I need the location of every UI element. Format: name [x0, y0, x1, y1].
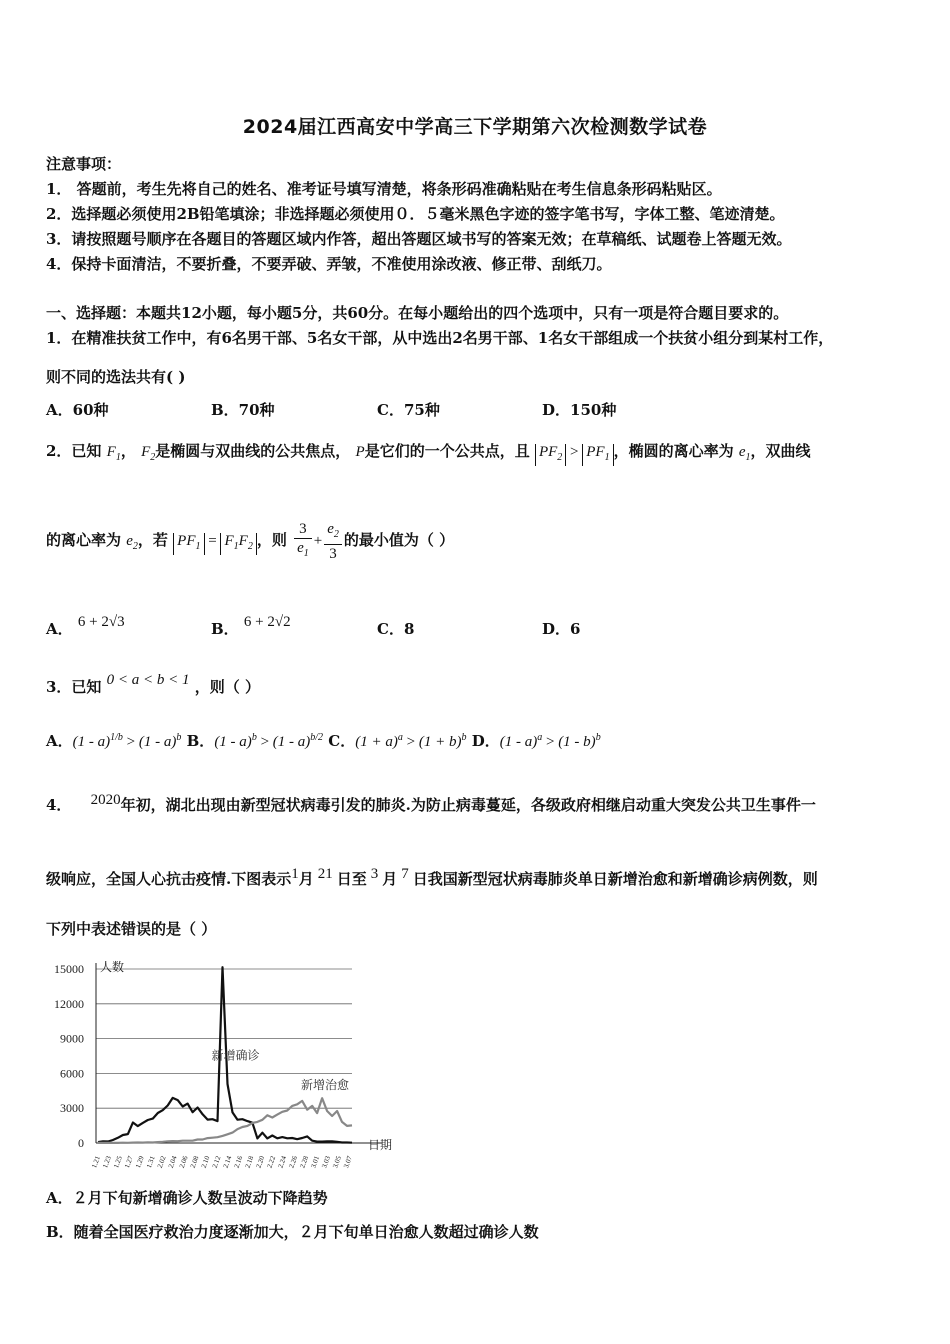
q2-option-a-value: 6 + 2√3 — [77, 614, 125, 630]
x-tick-label-1.29: 1.29 — [133, 1154, 146, 1170]
q2-option-b: B． 6 + 2√2 — [211, 614, 291, 638]
y-tick-label-6000: 6000 — [60, 1066, 84, 1081]
math-p: P — [355, 444, 365, 460]
x-tick-label-2.02: 2.02 — [155, 1154, 168, 1170]
x-tick-label-2.16: 2.16 — [232, 1154, 245, 1170]
q4-stem-line1: 4． 2020年初，湖北出现由新型冠状病毒引发的肺炎.为防止病毒蔓延，各级政府相继启动重大突发公共卫生事件一 — [46, 792, 816, 814]
y-tick-label-12000: 12000 — [54, 996, 84, 1011]
q3-option-d: D．(1 - a)$^a$ > (1 - b)$^b$ — [471, 732, 601, 750]
x-tick-label-2.04: 2.04 — [166, 1154, 179, 1170]
x-tick-label-2.20: 2.20 — [254, 1154, 267, 1170]
q1-stem-line2: 则不同的选法共有( ) — [46, 368, 186, 386]
y-tick-label-9000: 9000 — [60, 1031, 84, 1046]
q2-stem-line2: 的离心率为 $e_2$，若 $PF_1 = F_1F_2$ ，则 $\frac{3}{e_1}$ + $\frac{e_2}{3}$ 的最小值为（ ） — [46, 521, 455, 562]
q3-stem: 3．已知 0 < a < b < 1 ，则（ ） — [46, 672, 261, 696]
x-tick-label-2.12: 2.12 — [210, 1154, 223, 1170]
math-e1: $e_1$ — [738, 444, 751, 463]
q4-stem-line2: 级响应，全国人心抗击疫情.下图表示1月 21 日至 3 月 7 日我国新型冠状病毒肺炎单日新增治愈和新增确诊病例数，则 — [46, 866, 818, 888]
q4-stem-line3: 下列中表述错误的是（ ） — [46, 920, 217, 938]
notice-heading: 注意事项： — [46, 155, 122, 173]
q3-options — [46, 730, 601, 751]
q3-option-b: B．(1 - a)$^b$ > (1 - a)$^{b/2}$ — [186, 732, 324, 750]
x-tick-label-2.14: 2.14 — [221, 1154, 234, 1170]
series-label-new-confirmed: 新增确诊 — [211, 1048, 260, 1063]
x-tick-label-3.05: 3.05 — [331, 1154, 343, 1170]
q1-option-d: D．150种 — [542, 401, 617, 419]
x-tick-label-3.01: 3.01 — [309, 1154, 322, 1170]
x-tick-label-2.22: 2.22 — [265, 1154, 278, 1170]
q2-option-a: A． 6 + 2√3 — [46, 614, 125, 638]
y-axis-label: 人数 — [100, 960, 125, 974]
x-tick-label-2.28: 2.28 — [298, 1154, 311, 1170]
math-pf1-eq: $PF_1 = F_1F_2$ — [173, 533, 257, 549]
q3-option-a: A．(1 - a)$^{1/b}$ > (1 - a)$^b$ — [46, 732, 182, 750]
q1-option-a: A．60种 — [46, 401, 109, 419]
x-tick-label-2.10: 2.10 — [199, 1154, 212, 1170]
notice-item-3: 3．请按照题号顺序在各题目的答题区域内作答，超出答题区域书写的答案无效；在草稿纸、试题卷上答题无效。 — [46, 230, 792, 248]
covid-line-chart — [44, 955, 394, 1170]
x-tick-label-1.21: 1.21 — [90, 1154, 102, 1170]
x-tick-label-3.03: 3.03 — [320, 1154, 332, 1170]
exam-title: 2024届江西高安中学高三下学期第六次检测数学试卷 — [242, 116, 708, 138]
q4-option-b: B．随着全国医疗救治力度逐渐加大，２月下旬单日治愈人数超过确诊人数 — [46, 1223, 539, 1241]
math-expression: $\frac{3}{e_1}$ + $\frac{e_2}{3}$ — [292, 533, 344, 549]
q2-option-b-value: 6 + 2√2 — [243, 614, 291, 630]
math-f1: $F_1$ — [106, 444, 121, 463]
notice-item-2: 2．选择题必须使用2B铅笔填涂；非选择题必须使用０．５毫米黑色字迹的签字笔书写，字体工整、笔迹清楚。 — [46, 205, 785, 223]
x-axis-label: 日期 — [368, 1138, 393, 1152]
notice-item-1: 1． 答题前，考生先将自己的姓名、准考证号填写清楚，将条形码准确粘贴在考生信息条形码粘贴区。 — [46, 180, 722, 198]
x-tick-label-1.27: 1.27 — [123, 1154, 135, 1170]
math-e2: $e_2$ — [126, 532, 138, 552]
x-tick-label-1.31: 1.31 — [144, 1154, 157, 1170]
q2-option-c: C．8 — [377, 620, 415, 638]
q1-option-c: C．75种 — [377, 401, 440, 419]
y-tick-label-15000: 15000 — [54, 962, 84, 976]
series-label-new-recovered: 新增治愈 — [301, 1077, 350, 1092]
math-condition: 0 < a < b < 1 — [106, 672, 190, 688]
section-heading: 一、选择题：本题共12小题，每小题5分，共60分。在每小题给出的四个选项中，只有一项是符合题目要求的。 — [46, 304, 789, 322]
q1-stem-line1: 1．在精准扶贫工作中，有6名男干部、5名女干部，从中选出2名男干部、1名女干部组成一个扶贫小组分到某村工作， — [46, 329, 834, 347]
x-tick-label-2.26: 2.26 — [287, 1154, 300, 1170]
q2-stem-line1: 2．已知 $F_1$， $F_2$是椭圆与双曲线的公共焦点， P是它们的一个公共点，且 $PF_2 > PF_1$ ，椭圆的离心率为 $e_1$，双曲线 — [46, 440, 811, 466]
q1-option-b: B．70种 — [211, 401, 275, 419]
x-tick-label-1.23: 1.23 — [101, 1154, 113, 1170]
q4-option-a: A．２月下旬新增确诊人数呈波动下降趋势 — [46, 1189, 328, 1207]
x-tick-label-2.18: 2.18 — [243, 1154, 256, 1170]
q2-option-d: D．6 — [542, 620, 581, 638]
x-tick-label-2.24: 2.24 — [276, 1154, 289, 1170]
y-tick-label-3000: 3000 — [60, 1101, 84, 1116]
series-line-new-recovered — [98, 1098, 352, 1143]
notice-item-4: 4．保持卡面清洁，不要折叠，不要弄破、弄皱，不准使用涂改液、修正带、刮纸刀。 — [46, 255, 612, 273]
x-tick-label-3.07: 3.07 — [342, 1154, 354, 1170]
y-tick-label-0: 0 — [78, 1136, 84, 1150]
x-tick-label-2.06: 2.06 — [177, 1154, 190, 1170]
x-tick-label-1.25: 1.25 — [112, 1154, 124, 1170]
math-pf-inequality: $PF_2 > PF_1$ — [535, 444, 614, 460]
q4-year: 2020 — [90, 792, 121, 808]
q3-option-c: C．$(1 + a)^a > (1 + b)^b$ — [328, 732, 467, 750]
x-tick-label-2.08: 2.08 — [188, 1154, 201, 1170]
math-f2: $F_2$ — [141, 444, 156, 463]
